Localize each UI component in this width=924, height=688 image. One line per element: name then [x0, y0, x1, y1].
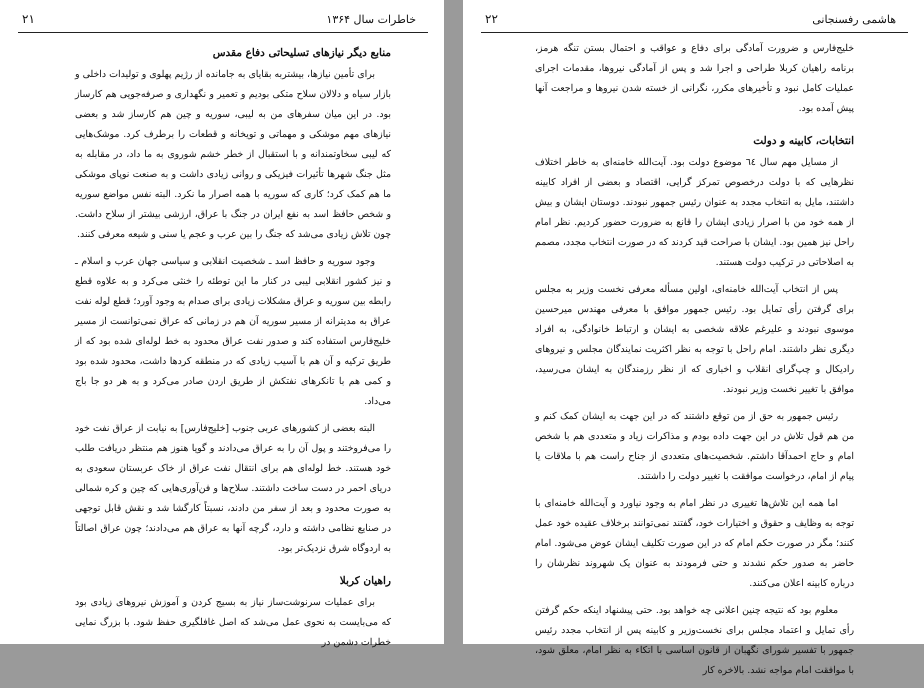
section-heading: منابع دیگر نیازهای تسلیحاتی دفاع مقدس [212, 47, 391, 59]
paragraph: معلوم بود که نتیجه چنین اعلانی چه خواهد بود. حتی پیشنهاد اینکه حکم گرفتن رأی تمایل و اعتماد مجلس برای نخست‌وزیر و کابینه پس از انتخاب مجدد رئیس جمهور با تفسیر شورای نگهبان از قانون اساسی با اتکاء به نظر امام، معلق شود، با موافقت امام مواجه نشد. بالاخره کار [535, 605, 854, 676]
paragraph: از مسایل مهم سال ٦٤ موضوع دولت بود. آیت‌الله خامنه‌ای به خاطر اختلاف نظرهایی که با دولت درخصوص تمرکز گرایی، اقتصاد و بعضی از افراد کابینه داشتند، مایل به انتخاب مجدد به عنوان رئیس جمهور نبودند. دوستان ایشان و بیش از همه خود من با اصرار زیادی ایشان را قانع به ضرورت حضور کردیم. نظر امام راحل نیز همین بود. ایشان با صراحت قید کردند که در صورت انتخاب مجدد، مصمم به اصلاحاتی در ترکیب دولت هستند. [535, 157, 854, 268]
paragraph: البته بعضی از کشورهای عربی جنوب [خلیج‌فارس] به نیابت از عراق نفت خود را می‌فروختند و پول آن را به عراق می‌دادند و گویا هنوز هم منتظر دریافت طلب خود هستند. خط لوله‌ای هم برای انتقال نفت عراق از خاک عربستان سعودی به دریای احمر در دست ساخت داشتند. سلاح‌ها و فن‌آوری‌هایی که چین و کره شمالی به صورت محدود و بعد از سفر من دادند، نسبتاً کارگشا شد و نقش قابل توجهی در صنایع نظامی داشته و دارد، گرچه آنها به عراق هم می‌دادند؛ چون عراق اصالتاً به اردوگاه شرق نزدیک‌تر بود. [75, 423, 391, 554]
section-heading: راهیان کربلا [339, 575, 391, 587]
paragraph: اما همه این تلاش‌ها تغییری در نظر امام به وجود نیاورد و آیت‌الله خامنه‌ای با توجه به وظایف و حقوق و اختیارات خود، گفتند نمی‌توانند برخلاف عقیده خود عمل کنند؛ مگر در صورت حکم امام که در این صورت تکلیف ایشان عوض می‌شود. امام حاضر به صدور حکم نشدند و حتی فرمودند به عنوان یک شهروند نظرشان را درباره کابینه اعلان می‌کنند. [535, 498, 854, 589]
page-number: ۲۲ [485, 12, 498, 26]
page-body [535, 39, 854, 688]
section-heading: انتخابات، کابینه و دولت [753, 135, 854, 147]
header-title: خاطرات سال ۱۳۶۴ [326, 13, 416, 26]
paragraph: رئیس جمهور به حق از من توقع داشتند که در این جهت به ایشان کمک کنم و من هم قول تلاش در این جهت داده بودم و مذاکرات زیاد و متعددی هم با شخص امام و حاج احمدآقا داشتم. شخصیت‌های متعددی از جناح راست هم با ملاقات یا پیام از امام، درخواست موافقت با تغییر دولت را داشتند. [535, 411, 854, 482]
page-body [75, 39, 391, 660]
page-header [18, 10, 428, 33]
paragraph: خلیج‌فارس و ضرورت آمادگی برای دفاع و عواقب و احتمال بستن تنگه هرمز، برنامه راهیان کربلا طراحی و اجرا شد و پس از آمادگی نیروها، مقدمات اجرای عملیات کامل نبود و تأخیرهای مکرر، نگرانی از خسته شدن نیروها و مراجعت آنها پیش آمده بود. [535, 43, 854, 114]
right-page [463, 0, 924, 676]
paragraph: برای عملیات سرنوشت‌ساز نیاز به بسیج کردن و آموزش نیروهای زیادی بود که می‌بایست به نحوی عمل می‌شد که اصل غافلگیری حفظ شود. با بزرگ نمایی خطرات دشمن در [75, 597, 391, 648]
page-header [481, 10, 908, 33]
left-page [0, 0, 444, 648]
paragraph: پس از انتخاب آیت‌الله خامنه‌ای، اولین مسأله معرفی نخست وزیر به مجلس برای گرفتن رأی تمایل بود. رئیس جمهور موافق با معرفی مهندس میرحسین موسوی نبودند و علیرغم علاقه شخصی به ایشان و ارتباط خانوادگی، به افراد دیگری نظر داشتند. امام راحل با توجه به نظر اکثریت نمایندگان مجلس و نیروهای رادیکال و چپ‌گرای انقلاب و اخباری که از نظر رزمندگان به ایشان می‌رسید، موافق با تغییر نخست وزیر نبودند. [535, 284, 854, 395]
paragraph: برای تأمین نیازها، بیشتربه بقایای به جامانده از رژیم پهلوی و تولیدات داخلی و بازار سیاه و دلالان سلاح متکی بودیم و تعمیر و نگهداری و صرفه‌جویی هم کارساز بود. در این میان سفرهای من به لیبی، سوریه و چین هم کارساز شد و بعضی نیازهای مهم موشکی و مهماتی و تویخانه و قطعات را برطرف کرد. موشک‌هایی که لیبی سخاوتمندانه و با استقبال از خطر خشم شوروی به ما داد، در مقابله به مثل جنگ شهرها تأثیرات فیزیکی و روانی زیادی داشت و به صنعت نوپای موشکی ما هم کمک کرد؛ کاری که سوریه با همه اصرار ما نکرد. البته نفس مواضع سوریه و شخص حافظ اسد به نفع ایران در جنگ با عراق، ارزشی بیشتر از سلاح داشت. چون تلاش زیادی می‌شد که جنگ را بین عرب و عجم یا سنی و شیعه معرفی کنند. [75, 69, 391, 240]
paragraph: وجود سوریه و حافظ اسد ـ شخصیت انقلابی و سیاسی جهان عرب و اسلام ـ و نیز کشور انقلابی لیبی در کنار ما این توطئه را خنثی می‌کرد و به علاوه قطع رابطه بین سوریه و عراق مشکلات زیادی برای صدام به وجود آورد؛ قطع لوله نفت عراق به مدیترانه از مسیر سوریه آن هم در زمانی که عراق نمی‌توانست از مسیر خلیج‌فارس استفاده کند و صدور نفت عراق محدود به خط لوله‌ای شده بود که از طریق ترکیه و آن هم با آسیب زیادی که در منطقه کردها داشت، محدود شده بود و کمی هم با تانکرهای نفتکش از طریق اردن صادر می‌کرد و به هر دو جا باج می‌داد. [75, 256, 391, 407]
page-number: ۲۱ [22, 12, 35, 26]
header-title: هاشمی رفسنجانی [812, 13, 896, 26]
